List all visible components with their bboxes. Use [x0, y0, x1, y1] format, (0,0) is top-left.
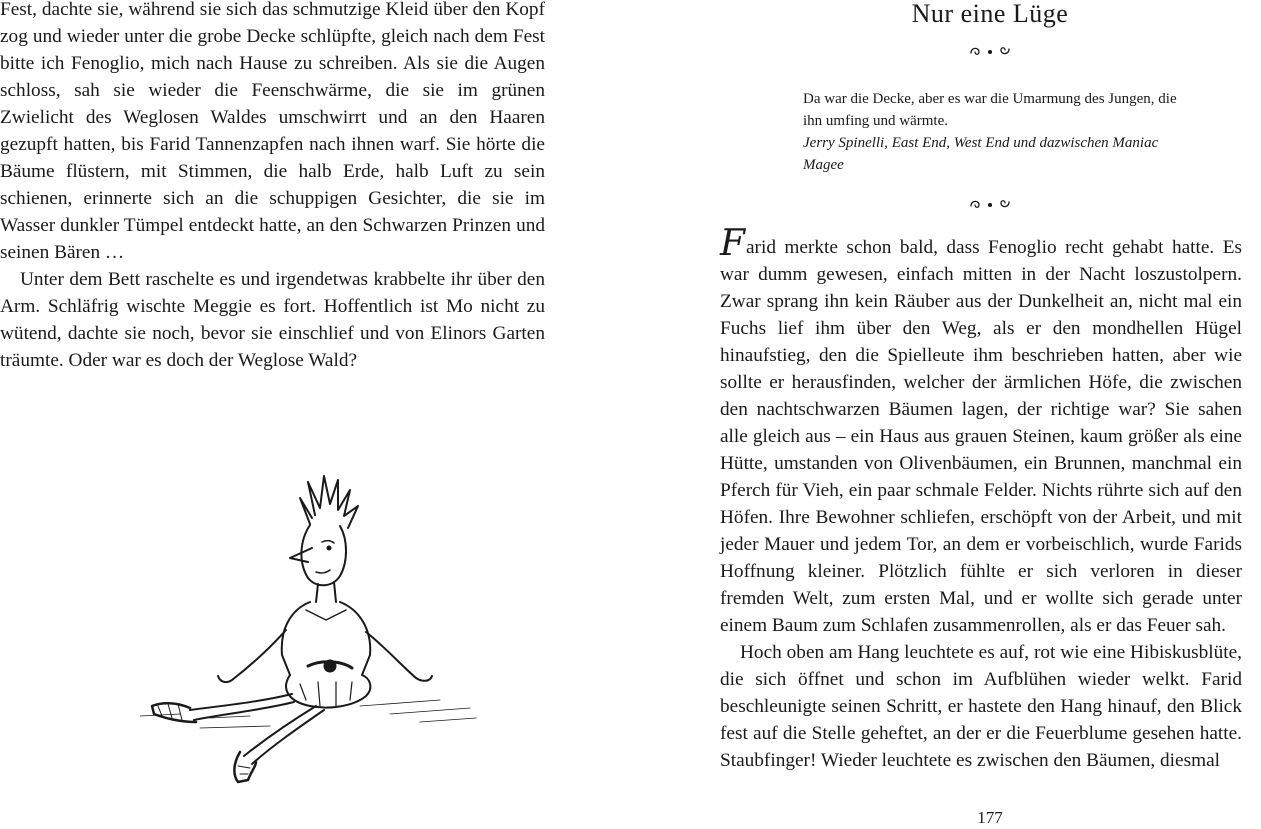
ornament-icon — [965, 197, 1015, 211]
right-paragraph-2: Hoch oben am Hang leuchtete es auf, rot wie eine Hibiskusblüte, die sich öffnet und schon im Aufblühen wieder welkt. Farid beschleunigte seinen Schritt, er hastete den Hang hinauf, den Blick fest auf die Stelle geheftet, an der er die Feuerblume gesehen hatte. Staubfinger! Wieder leuchtete es zwischen den Bäumen, diesmal — [720, 642, 1242, 771]
left-page-text — [0, 0, 545, 374]
page-number: 177 — [977, 808, 1003, 827]
right-page — [700, 0, 1261, 827]
drop-cap: F — [720, 223, 745, 264]
right-paragraph-1 — [720, 223, 1242, 639]
left-paragraph-2: Unter dem Bett raschelte es und irgendetwas krabbelte ihr über den Arm. Schläfrig wischte Meggie es fort. Hoffentlich ist Mo nicht zu wütend, dachte sie noch, bevor sie einschlief und von Elinors Garten träumte. Oder war es doch der Weglose Wald? — [0, 269, 545, 371]
right-page-text — [720, 223, 1242, 774]
ornament-icon — [965, 44, 1015, 58]
chapter-title: Nur eine Lüge — [911, 0, 1069, 28]
epigraph-quote: Da war die Decke, aber es war die Umarmung des Jungen, die ihn umfing und wärmte. — [803, 91, 1177, 129]
right-paragraph-1-text: arid merkte schon bald, dass Fenoglio recht gehabt hatte. Es war dumm gewesen, einfach mitten in der Nacht loszustolpern. Zwar sprang ihn kein Räuber aus der Dunkelheit an, nicht mal ein Fuchs lief ihm über den Weg, als er den mondhellen Hügel hinaufstieg, den die Spielleute ihm beschrieben hatten, aber wie sollte er herausfinden, welcher der ärmlichen Höfe, die zwischen den nachtschwarzen Bäumen lagen, der richtige war? Sie sahen alle gleich aus – ein Haus aus grauen Steinen, kaum größer als eine Hütte, umstanden von Olivenbäumen, ein Brunnen, manchmal ein Pferch für Vieh, ein paar schmale Felder. Nichts rührte sich auf den Höfen. Ihre Bewohner schliefen, erschöpft von der Arbeit, und mit jeder Mauer und jedem Tor, an dem er vorbeischlich, wurde Farids Hoffnung kleiner. Plötzlich fühlte er sich verloren in dieser fremden Welt, zum ersten Mal, und er wollte sich gerade unter einem Baum zum Schlafen zusammenrollen, als er das Feuer sah. — [720, 237, 1242, 636]
sitting-girl-illustration — [140, 470, 480, 790]
left-page — [0, 0, 560, 827]
epigraph-source: Jerry Spinelli, East End, West End und dazwischen Maniac Magee — [803, 135, 1159, 173]
left-paragraph-1: Fest, dachte sie, während sie sich das schmutzige Kleid über den Kopf zog und wieder unter die grobe Decke schlüpfte, gleich nach dem Fest bitte ich Fenoglio, mich nach Hause zu schreiben. Als sie die Augen schloss, sah sie wieder die Feenschwärme, die sie im grünen Zwielicht des Weglosen Waldes umschwirrt und an den Haaren gezupft hatten, bis Farid Tannenzapfen nach ihnen warf. Sie hörte die Bäume flüstern, mit Stimmen, die halb Erde, halb Luft zu sein schienen, erinnerte sich an die schuppigen Gesichter, die sie im Wasser dunkler Tümpel entdeckt hatte, an den Schwarzen Prinzen und seinen Bären … — [0, 0, 545, 263]
epigraph — [803, 88, 1183, 176]
